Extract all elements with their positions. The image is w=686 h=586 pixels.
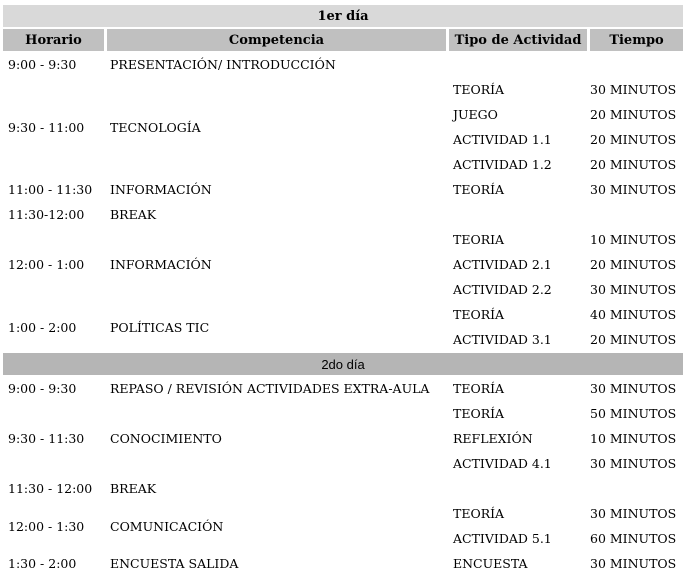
column-header-competencia: Competencia [107, 29, 446, 51]
tiempo-cell: 40 MINUTOS [590, 307, 677, 322]
table-row [3, 228, 683, 251]
tipo-cell: TEORÍA [453, 82, 505, 97]
tiempo-cell: 20 MINUTOS [590, 332, 677, 347]
tipo-cell: ACTIVIDAD 5.1 [453, 531, 552, 546]
competencia-cell: ENCUESTA SALIDA [110, 556, 239, 571]
horario-cell: 12:00 - 1:30 [8, 518, 85, 534]
table-row [3, 53, 683, 76]
horario-cell: 9:30 - 11:30 [8, 431, 85, 446]
table-row [3, 402, 683, 425]
tiempo-cell: 20 MINUTOS [590, 107, 677, 122]
tiempo-cell: 30 MINUTOS [590, 82, 677, 97]
horario-cell: 1:00 - 2:00 [8, 319, 77, 335]
day1-section-header-row [3, 5, 683, 27]
tipo-cell: ACTIVIDAD 2.2 [453, 282, 552, 297]
tipo-cell: JUEGO [453, 107, 498, 122]
competencia-cell: POLÍTICAS TIC [110, 319, 210, 335]
horario-cell: 9:00 - 9:30 [8, 57, 77, 72]
column-header-tipo-de-actividad: Tipo de Actividad [449, 29, 587, 51]
day2-section-title: 2do día [3, 353, 683, 375]
tipo-cell: ACTIVIDAD 4.1 [453, 456, 552, 471]
table-row [3, 377, 683, 400]
tipo-cell: TEORÍA [453, 307, 505, 322]
tiempo-cell: 30 MINUTOS [590, 456, 677, 471]
table-row [3, 178, 683, 201]
day2-section-header-row [3, 353, 683, 375]
schedule-table [0, 3, 686, 577]
tiempo-cell: 30 MINUTOS [590, 506, 677, 521]
table-row [3, 552, 683, 575]
tipo-cell: TEORÍA [453, 506, 505, 521]
tiempo-cell: 30 MINUTOS [590, 182, 677, 197]
tiempo-cell: 50 MINUTOS [590, 406, 677, 421]
tipo-cell [449, 53, 587, 76]
horario-cell: 11:30-12:00 [8, 207, 85, 222]
tipo-cell: TEORÍA [453, 182, 505, 197]
competencia-cell: BREAK [110, 207, 157, 222]
tiempo-cell: 20 MINUTOS [590, 257, 677, 272]
tipo-cell [449, 203, 587, 226]
tipo-cell: ACTIVIDAD 3.1 [453, 332, 552, 347]
tipo-cell: ACTIVIDAD 2.1 [453, 257, 552, 272]
horario-cell: 11:30 - 12:00 [8, 481, 93, 496]
column-header-horario: Horario [3, 29, 104, 51]
horario-cell: 12:00 - 1:00 [8, 257, 85, 272]
tiempo-cell: 20 MINUTOS [590, 132, 677, 147]
column-header-tiempo: Tiempo [590, 29, 683, 51]
tiempo-cell: 10 MINUTOS [590, 431, 677, 446]
tiempo-cell: 30 MINUTOS [590, 381, 677, 396]
column-header-row [3, 29, 683, 51]
tipo-cell: TEORÍA [453, 406, 505, 421]
tipo-cell: TEORÍA [453, 381, 505, 396]
tipo-cell: TEORIA [453, 232, 505, 247]
competencia-cell: INFORMACIÓN [110, 257, 212, 272]
competencia-cell: CONOCIMIENTO [110, 431, 222, 446]
tiempo-cell: 20 MINUTOS [590, 157, 677, 172]
tiempo-cell: 10 MINUTOS [590, 232, 677, 247]
tiempo-cell: 30 MINUTOS [590, 556, 677, 571]
horario-cell: 1:30 - 2:00 [8, 556, 77, 571]
tiempo-cell [590, 53, 683, 76]
tiempo-cell: 30 MINUTOS [590, 282, 677, 297]
tipo-cell: ACTIVIDAD 1.2 [453, 157, 552, 172]
horario-cell: 9:00 - 9:30 [8, 381, 77, 396]
competencia-cell: TECNOLOGÍA [110, 119, 201, 135]
table-row [3, 303, 683, 326]
horario-cell: 9:30 - 11:00 [8, 119, 85, 135]
tipo-cell: REFLEXIÓN [453, 431, 533, 446]
competencia-cell: INFORMACIÓN [110, 182, 212, 197]
tiempo-cell [590, 477, 683, 500]
competencia-cell: PRESENTACIÓN/ INTRODUCCIÓN [110, 57, 336, 72]
competencia-cell: REPASO / REVISIÓN ACTIVIDADES EXTRA-AULA [110, 381, 430, 396]
tipo-cell [449, 477, 587, 500]
tiempo-cell [590, 203, 683, 226]
table-row [3, 203, 683, 226]
day1-section-title: 1er día [3, 5, 683, 27]
table-row [3, 78, 683, 101]
table-row [3, 502, 683, 525]
competencia-cell: BREAK [110, 481, 157, 496]
competencia-cell: COMUNICACIÓN [110, 518, 224, 534]
tipo-cell: ENCUESTA [453, 556, 528, 571]
horario-cell: 11:00 - 11:30 [8, 182, 93, 197]
table-row [3, 477, 683, 500]
tiempo-cell: 60 MINUTOS [590, 531, 677, 546]
tipo-cell: ACTIVIDAD 1.1 [453, 132, 552, 147]
